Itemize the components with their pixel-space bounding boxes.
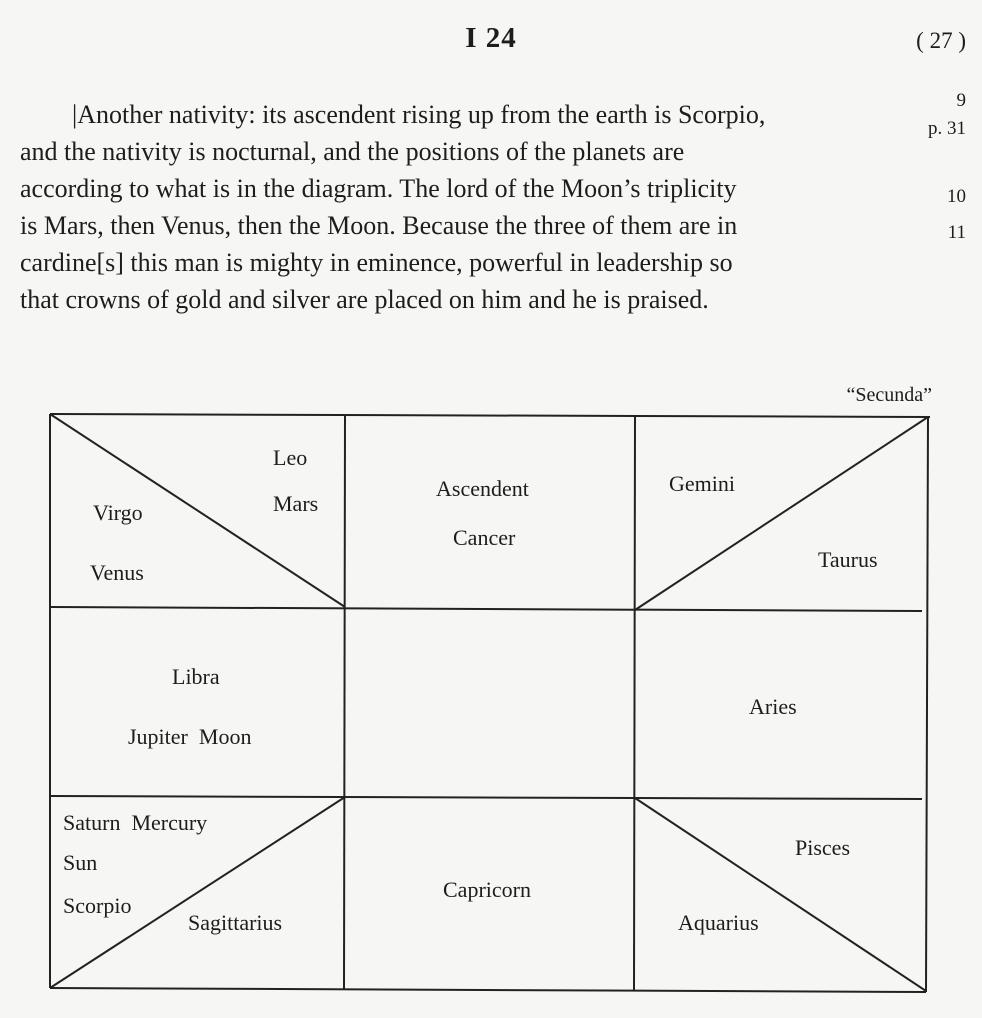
sign-label: Aquarius	[678, 910, 759, 935]
sign-label: Virgo	[93, 500, 143, 525]
text-line: and the nativity is nocturnal, and the positions of the planets are	[20, 137, 685, 166]
sign-label: Sagittarius	[188, 910, 283, 935]
text-line: is Mars, then Venus, then the Moon. Because the three of them are in	[20, 211, 738, 240]
frame-bottom	[50, 988, 926, 992]
planet-label: Saturn Mercury	[63, 810, 208, 835]
text-line: that crowns of gold and silver are placed on him and he is praised.	[20, 285, 709, 314]
diagonal-top-right	[635, 417, 928, 610]
text-line: according to what is in the diagram. The lord of the Moon’s triplicity	[20, 174, 737, 203]
planet-label: Venus	[90, 560, 144, 585]
page-heading: I 24	[465, 22, 517, 54]
page-number: ( 27 )	[916, 28, 966, 53]
grid-horizontal-lower	[50, 796, 922, 799]
sign-label: Taurus	[818, 547, 878, 572]
grid-vertical-right	[634, 416, 635, 990]
margin-page-reference: p. 31	[928, 118, 966, 139]
planet-label: Mars	[273, 491, 319, 516]
planet-label: Jupiter Moon	[128, 724, 252, 749]
sign-label: Gemini	[669, 471, 735, 496]
sign-label: Scorpio	[63, 893, 132, 918]
sign-label: Pisces	[795, 835, 850, 860]
sign-label: Libra	[172, 664, 220, 689]
sign-label: Cancer	[453, 525, 516, 550]
margin-line-number: 10	[947, 186, 966, 207]
paragraph-marker: |	[72, 100, 78, 129]
grid-horizontal-upper	[50, 607, 922, 611]
margin-line-number: 11	[947, 222, 966, 243]
sign-label: Aries	[749, 694, 797, 719]
grid-vertical-left	[344, 415, 345, 989]
sign-label: Leo	[273, 445, 308, 470]
text-line: cardine[s] this man is mighty in eminence, powerful in leadership so	[20, 248, 733, 277]
diagram-annotation: “Secunda”	[846, 384, 932, 406]
planet-label: Sun	[63, 850, 98, 875]
margin-line-number: 9	[956, 90, 966, 111]
diagonal-bottom-right	[635, 798, 926, 991]
frame-top	[50, 414, 930, 417]
text-line-content: Another nativity: its ascendent rising up from the earth is Scorpio,	[77, 100, 766, 129]
frame-right	[926, 417, 928, 992]
sign-label: Capricorn	[443, 877, 531, 902]
ascendent-label: Ascendent	[436, 476, 529, 501]
